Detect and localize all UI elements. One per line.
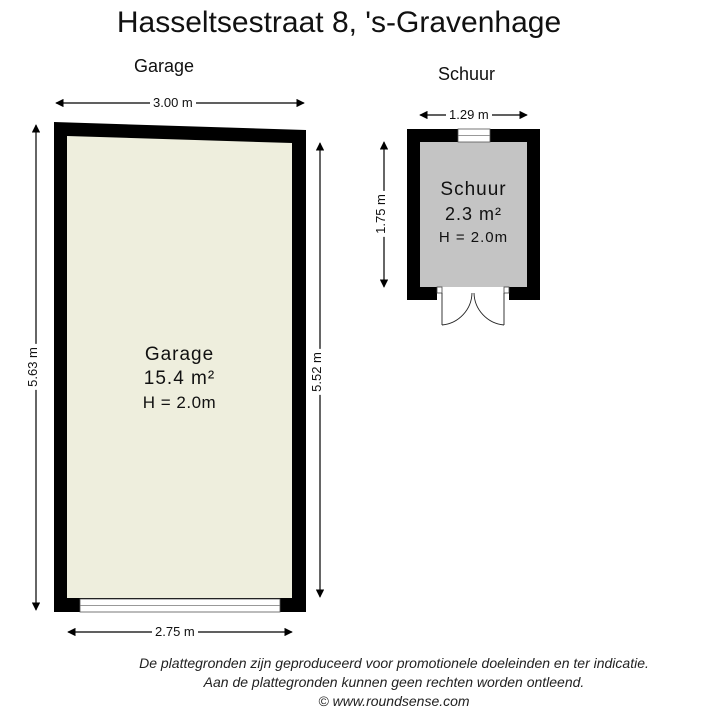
disclaimer-line-1: De plattegronden zijn geproduceerd voor promotionele doeleinden en ter indicatie. (139, 655, 649, 671)
disclaimer-copyright: © www.roundsense.com (318, 693, 470, 709)
garage-floor-caption: Garage (134, 56, 195, 76)
schuur-room-name: Schuur (440, 179, 507, 200)
schuur-room-height: H = 2.0m (438, 229, 509, 246)
schuur-floor-caption: Schuur (438, 64, 496, 84)
garage-room-area: 15.4 m² (143, 368, 216, 389)
garage-room-label (67, 343, 292, 415)
disclaimer (0, 654, 720, 711)
schuur-room-area: 2.3 m² (444, 204, 502, 224)
page-title: Hasseltsestraat 8, 's-Gravenhage (116, 6, 562, 39)
dim-label-garage-right: 5.52 m (310, 349, 324, 395)
dim-label-garage-bottom: 2.75 m (152, 625, 198, 639)
dim-label-garage-left: 5.63 m (26, 344, 40, 390)
dim-label-schuur-left: 1.75 m (374, 191, 388, 237)
garage-room-name: Garage (144, 344, 215, 365)
garage-room-height: H = 2.0m (142, 393, 217, 412)
schuur-room-label (420, 178, 527, 250)
disclaimer-line-2: Aan de plattegronden kunnen geen rechten worden ontleend. (203, 674, 585, 690)
dim-label-schuur-top: 1.29 m (446, 108, 492, 122)
schuur-door-opening (437, 287, 509, 301)
dim-label-garage-top: 3.00 m (150, 96, 196, 110)
